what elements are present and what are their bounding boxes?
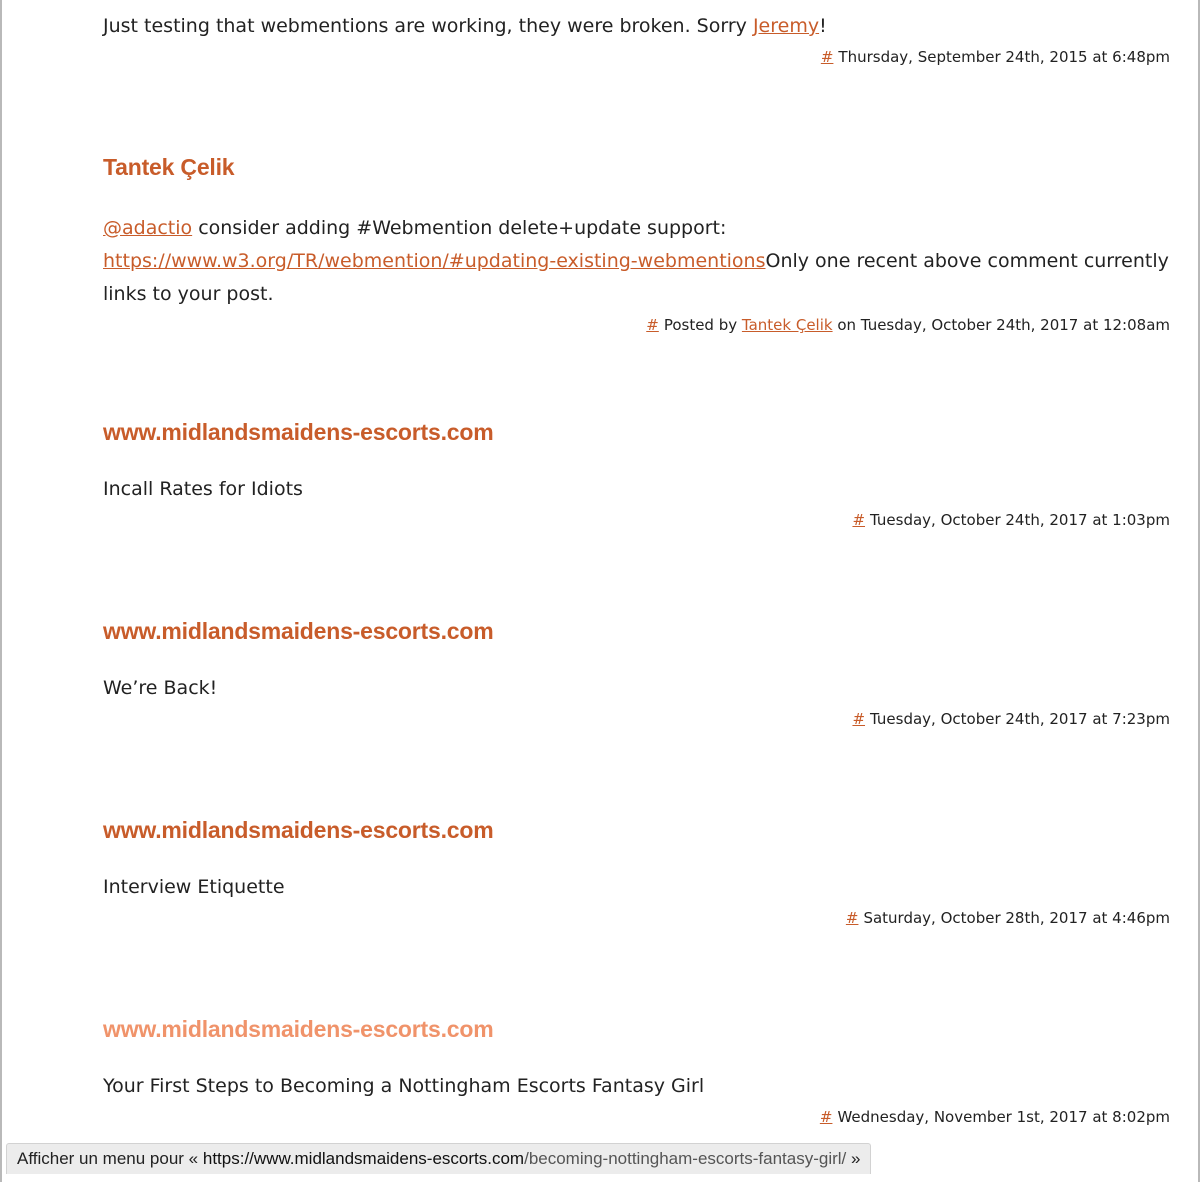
status-suffix: » <box>846 1149 861 1168</box>
comment-author-link[interactable]: www.midlandsmaidens-escorts.com <box>103 817 494 843</box>
comment-body: Interview Etiquette <box>103 876 285 898</box>
comment-meta <box>103 510 1170 530</box>
comment-text-suffix: ! <box>819 15 827 37</box>
posted-by-label: Posted by <box>663 316 738 334</box>
browser-status-bar <box>6 1143 871 1174</box>
comment-author-link[interactable]: www.midlandsmaidens-escorts.com <box>103 618 494 644</box>
comment-timestamp: on Tuesday, October 24th, 2017 at 12:08am <box>837 316 1170 334</box>
comment-meta <box>103 1107 1170 1127</box>
status-url-path: /becoming-nottingham-escorts-fantasy-girl/ <box>524 1149 847 1168</box>
comment-item <box>103 153 1170 335</box>
permalink-hash[interactable]: # <box>852 511 866 529</box>
posted-by-author-link[interactable]: Tantek Çelik <box>741 316 833 334</box>
comment-text-rest: Only one recent above comment currently links to your post. <box>103 250 1169 305</box>
window-left-edge <box>0 0 2 1182</box>
comment-body: We’re Back! <box>103 677 218 699</box>
comment-timestamp: Tuesday, October 24th, 2017 at 7:23pm <box>870 710 1170 728</box>
permalink-hash[interactable]: # <box>820 48 834 66</box>
comment-item <box>103 1015 1170 1127</box>
status-url-domain: https://www.midlandsmaidens-escorts.com <box>202 1149 525 1168</box>
comment-author-link[interactable]: www.midlandsmaidens-escorts.com <box>103 419 494 445</box>
comment-timestamp: Saturday, October 28th, 2017 at 4:46pm <box>863 909 1170 927</box>
comment-timestamp: Tuesday, October 24th, 2017 at 1:03pm <box>870 511 1170 529</box>
comment-meta <box>103 47 1170 67</box>
comment-meta <box>103 709 1170 729</box>
comment-text: consider adding #Webmention delete+update support: <box>192 217 727 239</box>
comment-item <box>103 418 1170 530</box>
comment-body <box>103 10 1170 43</box>
comment-item <box>103 816 1170 928</box>
comment-author-link[interactable]: Tantek Çelik <box>103 154 235 180</box>
comment-item <box>103 617 1170 729</box>
spec-url-link[interactable]: https://www.w3.org/TR/webmention/#updating-existing-webmentions <box>103 250 766 272</box>
comment-item <box>103 10 1170 67</box>
permalink-hash[interactable]: # <box>819 1108 833 1126</box>
permalink-hash[interactable]: # <box>845 909 859 927</box>
jeremy-link[interactable]: Jeremy <box>752 15 820 37</box>
status-prefix: Afficher un menu pour « <box>17 1149 203 1168</box>
comment-meta <box>103 908 1170 928</box>
permalink-hash[interactable]: # <box>852 710 866 728</box>
comment-body: Your First Steps to Becoming a Nottingham Escorts Fantasy Girl <box>103 1075 705 1097</box>
comment-timestamp: Thursday, September 24th, 2015 at 6:48pm <box>838 48 1170 66</box>
comment-body <box>103 212 1170 311</box>
comment-author-link-hovered[interactable]: www.midlandsmaidens-escorts.com <box>103 1016 494 1042</box>
comment-text: Just testing that webmentions are working, they were broken. Sorry <box>103 15 753 37</box>
comment-timestamp: Wednesday, November 1st, 2017 at 8:02pm <box>837 1108 1170 1126</box>
mention-link[interactable]: @adactio <box>103 217 193 239</box>
comment-meta <box>103 315 1170 335</box>
permalink-hash[interactable]: # <box>646 316 659 334</box>
comment-body: Incall Rates for Idiots <box>103 478 303 500</box>
